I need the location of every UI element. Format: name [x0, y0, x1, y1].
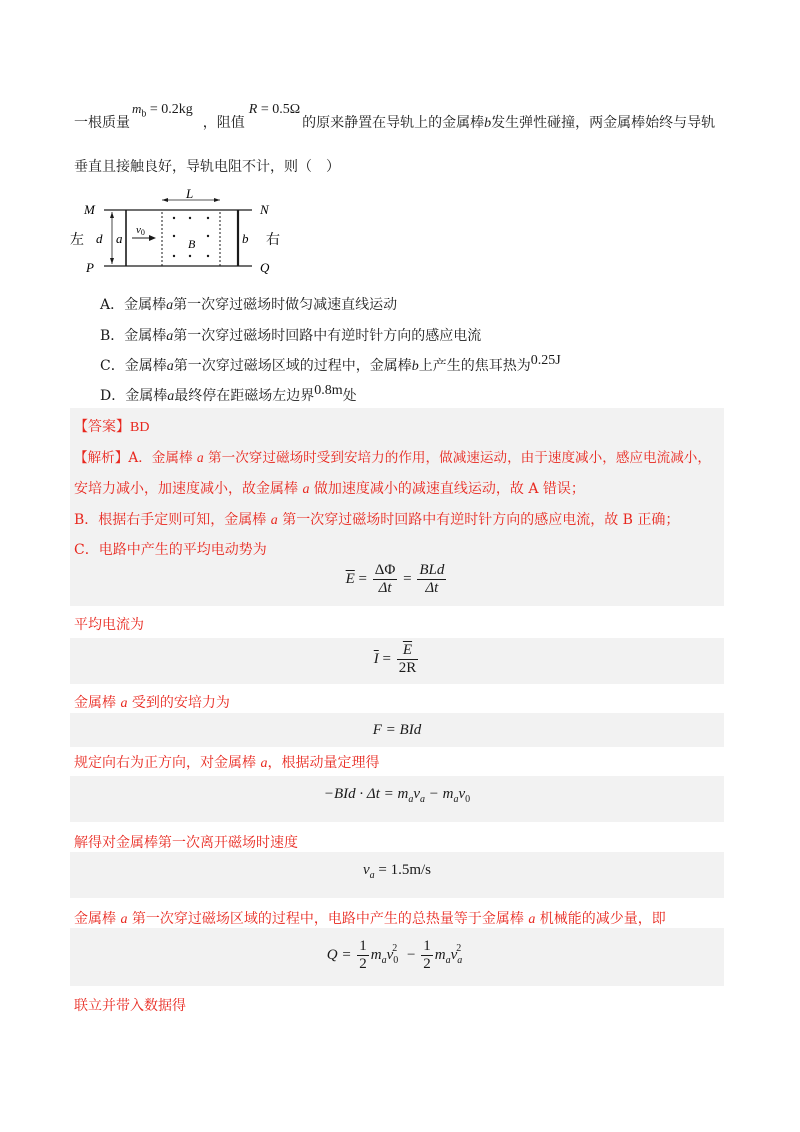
- equation-force: F = BId: [372, 722, 422, 738]
- var: a: [166, 329, 174, 344]
- eq-part: −BId · Δt = m: [323, 786, 409, 802]
- var: b: [411, 359, 419, 374]
- choice-B: [100, 325, 481, 345]
- value: 0.25J: [530, 353, 561, 368]
- answer-label: 【答案】: [74, 419, 130, 435]
- label-P: P: [86, 260, 94, 275]
- text: 机械能的减少量，即: [535, 911, 666, 927]
- text: D．金属棒: [100, 388, 168, 404]
- label-d: d: [96, 231, 103, 246]
- text: ，阻值: [202, 115, 245, 131]
- rod-b: b: [484, 116, 492, 131]
- equation-current: [70, 642, 724, 677]
- label-Q: Q: [260, 260, 270, 275]
- eq-sign: =: [354, 570, 371, 587]
- num: 1: [359, 938, 367, 954]
- momentum-text: [74, 752, 379, 772]
- equation-velocity: [70, 862, 724, 881]
- text: 第一次穿过磁场时做匀减速直线运动: [173, 297, 398, 313]
- var: a: [528, 912, 536, 927]
- text: ，根据动量定理得: [267, 755, 380, 771]
- var: a: [260, 756, 268, 771]
- arrow-head: [149, 235, 156, 241]
- eq-sign: =: [378, 650, 395, 667]
- choice-D: [100, 385, 357, 405]
- num: 1: [423, 938, 431, 954]
- text: 第一次穿过磁场区域的过程中，金属棒: [173, 358, 412, 374]
- text: A．金属棒: [100, 297, 167, 313]
- res-symbol: R: [248, 102, 258, 117]
- label-left: 左: [70, 232, 84, 248]
- text: 的原来静置在导轨上的金属棒: [302, 115, 485, 131]
- num: ΔΦ: [374, 562, 396, 578]
- res-value: = 0.5Ω: [257, 102, 301, 117]
- text: A．金属棒: [128, 450, 197, 466]
- answer-line: [74, 416, 149, 436]
- frac: [397, 642, 419, 677]
- choice-A: [100, 294, 397, 314]
- label-N: N: [260, 202, 269, 217]
- avg-current-text: 平均电流为: [74, 617, 144, 633]
- text: 第一次穿过磁场时受到安培力的作用，做减速运动，由于速度减小，感应电流减小，: [203, 450, 711, 466]
- label-right: 右: [266, 232, 280, 248]
- num: $\overline{E}$: [397, 642, 419, 660]
- eq-lhs: v: [362, 862, 370, 878]
- eq-lhs: $\overline{I}$: [373, 650, 379, 667]
- var: a: [302, 482, 310, 497]
- eq-part: v: [458, 786, 466, 802]
- eq-lhs: $\overline{E}$: [345, 570, 355, 587]
- frac: [373, 562, 398, 597]
- arrow-head: [110, 258, 114, 264]
- var: a: [166, 298, 174, 313]
- analysis-C: C．电路中产生的平均电动势为: [74, 542, 267, 558]
- label-B: B: [188, 237, 196, 251]
- label-M: M: [84, 202, 95, 217]
- eq-lhs: Q =: [326, 946, 356, 963]
- equation-emf: [70, 562, 724, 597]
- choice-C: [100, 355, 561, 375]
- den: Δt: [425, 580, 439, 596]
- v-sub: 0: [140, 228, 145, 237]
- text: C．金属棒: [100, 358, 167, 374]
- equation-momentum: [70, 786, 724, 805]
- text: 受到的安培力为: [127, 695, 230, 711]
- sub: a: [408, 794, 414, 805]
- text: 发生弹性碰撞，两金属棒始终与导轨: [491, 115, 716, 131]
- frac: [421, 938, 433, 973]
- arrow-head: [214, 198, 220, 202]
- problem-line-2: 垂直且接触良好，导轨电阻不计，则（ ）: [74, 159, 340, 175]
- sub: a: [369, 870, 375, 881]
- label-a: a: [116, 231, 123, 246]
- text: 金属棒: [74, 695, 121, 711]
- eq-part: v: [413, 786, 420, 802]
- equation-heat: Q = $\frac{1}{2}$ $m_av_0^2$ − $\frac{1}{2}$ $m_av_a^2$: [326, 938, 463, 972]
- text: 一根质量: [74, 115, 130, 131]
- label-b: b: [242, 231, 249, 246]
- analysis-A-line1: [74, 446, 711, 466]
- heat-text: [74, 908, 666, 928]
- text: 规定向右为正方向，对金属棒: [74, 755, 261, 771]
- eq-sign: =: [399, 570, 416, 587]
- den: 2: [359, 956, 367, 972]
- text: 第一次穿过磁场时回路中有逆时针方向的感应电流，故 B 正确；: [277, 512, 680, 528]
- den: 2: [423, 956, 431, 972]
- num: BLd: [419, 562, 445, 578]
- text: 上产生的焦耳热为: [418, 358, 531, 374]
- var: a: [120, 912, 128, 927]
- answer-value: BD: [130, 420, 150, 435]
- den: 2R: [398, 660, 417, 676]
- eq-part: − m: [425, 786, 454, 802]
- mass-value: = 0.2kg: [146, 102, 193, 117]
- text: 处: [342, 388, 357, 404]
- text: 金属棒: [74, 911, 121, 927]
- eq-value: = 1.5m/s: [374, 862, 432, 878]
- analysis-B: [74, 509, 679, 529]
- sub: a: [453, 794, 459, 805]
- text: B．根据右手定则可知，金属棒: [74, 512, 271, 528]
- frac: [357, 938, 369, 973]
- frac: [417, 562, 446, 597]
- var: a: [270, 513, 278, 528]
- v-letter: v: [136, 224, 141, 236]
- label-L: L: [186, 188, 194, 201]
- problem-line-1: [74, 101, 716, 138]
- text: 安培力减小，加速度减小，故金属棒: [74, 481, 303, 497]
- text: B．金属棒: [100, 328, 167, 344]
- var: a: [196, 450, 204, 465]
- sub: a: [420, 794, 425, 805]
- den: Δt: [378, 580, 392, 596]
- arrow-head: [110, 212, 114, 218]
- text: 第一次穿过磁场时回路中有逆时针方向的感应电流: [173, 328, 482, 344]
- mass-symbol: [132, 101, 147, 120]
- analysis-label: 【解析】: [74, 450, 129, 466]
- circuit-figure: [70, 188, 300, 283]
- analysis-A-line2: [74, 478, 585, 498]
- solve-text: 解得对金属棒第一次离开磁场时速度: [74, 835, 298, 851]
- var: a: [120, 696, 128, 711]
- label-v0: [136, 224, 145, 237]
- text: 第一次穿过磁场区域的过程中，电路中产生的总热量等于金属棒: [127, 911, 529, 927]
- var: a: [166, 359, 174, 374]
- mass-letter: m: [132, 101, 142, 116]
- text: 最终停在距磁场左边界: [174, 388, 315, 404]
- value: 0.8m: [314, 383, 343, 398]
- text: 做加速度减小的减速直线运动，故 A 错误；: [309, 481, 585, 497]
- arrow-head: [162, 198, 168, 202]
- var: a: [167, 389, 175, 404]
- sub: 0: [465, 794, 471, 805]
- combine-text: 联立并带入数据得: [74, 998, 186, 1014]
- force-text: [74, 692, 230, 712]
- mass-sub: b: [141, 108, 147, 120]
